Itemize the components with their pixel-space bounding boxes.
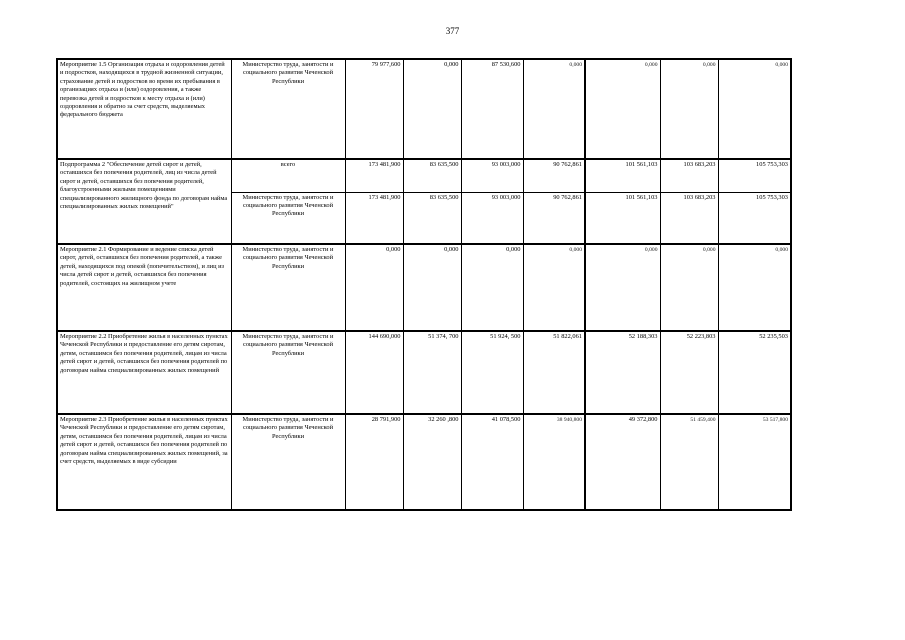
value-cell: 90 762,861 — [523, 159, 585, 192]
value-cell: 38 940,800 — [523, 414, 585, 510]
value-cell: 101 561,103 — [585, 192, 660, 244]
row-description: Мероприятие 2.3 Приобретение жилья в населенных пунктах Чеченской Республики и предоставление его детям сиротам, детям, оставшимся без попечения родителей, лицам из числа детей сирот и детей, оставшихся без попечения родителей по договорам найма специализированных жилых помещений, за счет средств, выделяемых в виде субсидии — [57, 414, 231, 510]
value-cell: 0,000 — [523, 244, 585, 331]
value-cell: 53 517,800 — [718, 414, 791, 510]
budget-table — [56, 58, 792, 511]
row-description: Мероприятие 2.2 Приобретение жилья в населенных пунктах Чеченской Республики и предоставление его детям сиротам, детям, оставшимся без попечения родителей, лицам из числа детей сирот и детей, оставшихся без попечения родителей по договорам найма специализированных жилых помещений — [57, 331, 231, 414]
value-cell: 90 762,861 — [523, 192, 585, 244]
row-description: Мероприятие 2.1 Формирование и ведение списка детей сирот, детей, оставшихся без попечения родителей, а также детей, находящихся под опекой (попечительством), и лиц из числа детей сирот и детей, оставшихся без попечения родителей, состоящих на жилищном учете — [57, 244, 231, 331]
value-cell: 173 481,900 — [345, 159, 403, 192]
value-cell: 0,000 — [585, 244, 660, 331]
value-cell: 87 530,600 — [461, 59, 523, 159]
value-cell: 28 791,900 — [345, 414, 403, 510]
row-executor: Министерство труда, занятости и социального развития Чеченской Республики — [231, 59, 345, 159]
value-cell: 51 822,061 — [523, 331, 585, 414]
table-row-measure-2-2 — [57, 331, 791, 414]
value-cell: 0,000 — [523, 59, 585, 159]
value-cell: 52 223,803 — [660, 331, 718, 414]
value-cell: 0,000 — [403, 244, 461, 331]
value-cell: 93 003,000 — [461, 159, 523, 192]
value-cell: 0,000 — [585, 59, 660, 159]
value-cell: 49 372,800 — [585, 414, 660, 510]
value-cell: 51 374, 700 — [403, 331, 461, 414]
value-cell: 0,000 — [345, 244, 403, 331]
value-cell: 103 683,203 — [660, 159, 718, 192]
value-cell: 144 690,000 — [345, 331, 403, 414]
value-cell: 83 635,500 — [403, 192, 461, 244]
table-row-measure-2-3 — [57, 414, 791, 510]
value-cell: 0,000 — [660, 244, 718, 331]
value-cell: 51 459,400 — [660, 414, 718, 510]
table-row-subprogram-2-total — [57, 159, 791, 192]
value-cell: 103 683,203 — [660, 192, 718, 244]
value-cell: 79 977,600 — [345, 59, 403, 159]
row-executor: Министерство труда, занятости и социального развития Чеченской Республики — [231, 331, 345, 414]
value-cell: 93 003,000 — [461, 192, 523, 244]
value-cell: 101 561,103 — [585, 159, 660, 192]
row-executor: Министерство труда, занятости и социального развития Чеченской Республики — [231, 414, 345, 510]
table-row-measure-1-5 — [57, 59, 791, 159]
value-cell: 0,000 — [718, 59, 791, 159]
row-executor: всего — [231, 159, 345, 192]
row-executor: Министерство труда, занятости и социального развития Чеченской Республики — [231, 244, 345, 331]
value-cell: 83 635,500 — [403, 159, 461, 192]
row-description: Подпрограмма 2 "Обеспечение детей сирот и детей, оставшихся без попечения родителей, лиц из числа детей сирот и детей, оставшихся без попечения родителей, благоустроенными жилыми помещениями специализированного жилищного фонда по договорам найма специализированных жилых помещений" — [57, 159, 231, 244]
value-cell: 52 188,303 — [585, 331, 660, 414]
value-cell: 32 260 ,800 — [403, 414, 461, 510]
value-cell: 0,000 — [461, 244, 523, 331]
value-cell: 173 481,900 — [345, 192, 403, 244]
table-row-measure-2-1 — [57, 244, 791, 331]
value-cell: 0,000 — [718, 244, 791, 331]
value-cell: 51 924, 500 — [461, 331, 523, 414]
value-cell: 105 753,303 — [718, 192, 791, 244]
value-cell: 0,000 — [660, 59, 718, 159]
value-cell: 0,000 — [403, 59, 461, 159]
row-executor: Министерство труда, занятости и социального развития Чеченской Республики — [231, 192, 345, 244]
value-cell: 105 753,303 — [718, 159, 791, 192]
page-number: 377 — [445, 26, 460, 36]
value-cell: 41 078,500 — [461, 414, 523, 510]
value-cell: 52 235,503 — [718, 331, 791, 414]
row-description: Мероприятие 1.5 Организация отдыха и оздоровления детей и подростков, находящихся в трудной жизненной ситуации, страхование детей и подростков во время их пребывания в организациях отдыха и (или) оздоровления, а также перевозка детей и подростков к месту отдыха и (или) оздоровления и обратно за счет средств, выделяемых федерального бюджета — [57, 59, 231, 159]
